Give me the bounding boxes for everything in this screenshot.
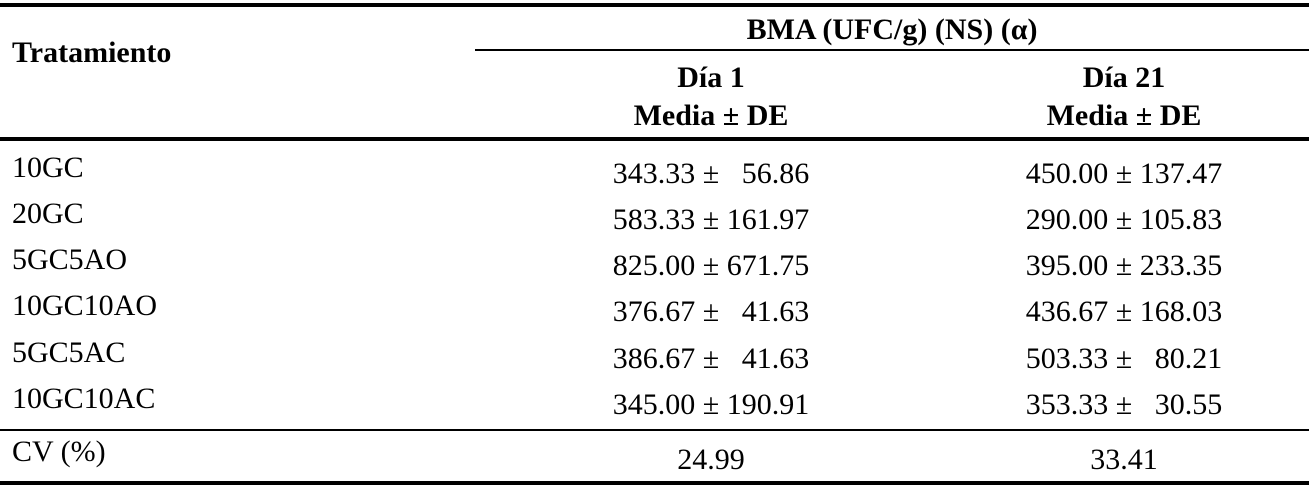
treatment-cell: 20GC (12, 197, 84, 230)
treatment-cell: 10GC (12, 151, 84, 184)
treatment-cell: 5GC5AO (12, 243, 128, 276)
day1-cell: 376.67 ± 41.63 (612, 295, 810, 328)
header-bottom-rule (0, 137, 1309, 141)
day21-cell: 290.00 ± 105.83 (1025, 203, 1223, 236)
day21-cell: 450.00 ± 137.47 (1025, 157, 1223, 190)
group-header: BMA (UFC/g) (NS) (α) (746, 13, 1038, 46)
day1-cell: 825.00 ± 671.75 (612, 249, 810, 282)
treatment-cell: 5GC5AC (12, 336, 126, 369)
cv-day1: 24.99 (677, 443, 745, 476)
treatment-header: Tratamiento (12, 36, 172, 69)
footer-top-rule (0, 429, 1309, 431)
group-header-rule (475, 49, 1309, 51)
cv-label: CV (%) (12, 435, 106, 468)
top-rule (0, 3, 1309, 7)
day1-cell: 386.67 ± 41.63 (612, 342, 810, 375)
bottom-rule (0, 481, 1309, 485)
cv-day21: 33.41 (1090, 443, 1158, 476)
treatment-cell: 10GC10AO (12, 289, 158, 322)
day1-cell: 583.33 ± 161.97 (612, 203, 810, 236)
treatment-cell: 10GC10AC (12, 382, 156, 415)
day21-cell: 436.67 ± 168.03 (1025, 295, 1223, 328)
day21-header: Día 21 (1082, 61, 1166, 94)
day21-cell: 395.00 ± 233.35 (1025, 249, 1223, 282)
day21-cell: 353.33 ± 30.55 (1025, 388, 1223, 421)
day21-stat-header: Media ± DE (1046, 99, 1202, 132)
day1-stat-header: Media ± DE (633, 99, 789, 132)
day1-cell: 345.00 ± 190.91 (612, 388, 810, 421)
day1-cell: 343.33 ± 56.86 (612, 157, 810, 190)
day1-header: Día 1 (677, 61, 745, 94)
day21-cell: 503.33 ± 80.21 (1025, 342, 1223, 375)
